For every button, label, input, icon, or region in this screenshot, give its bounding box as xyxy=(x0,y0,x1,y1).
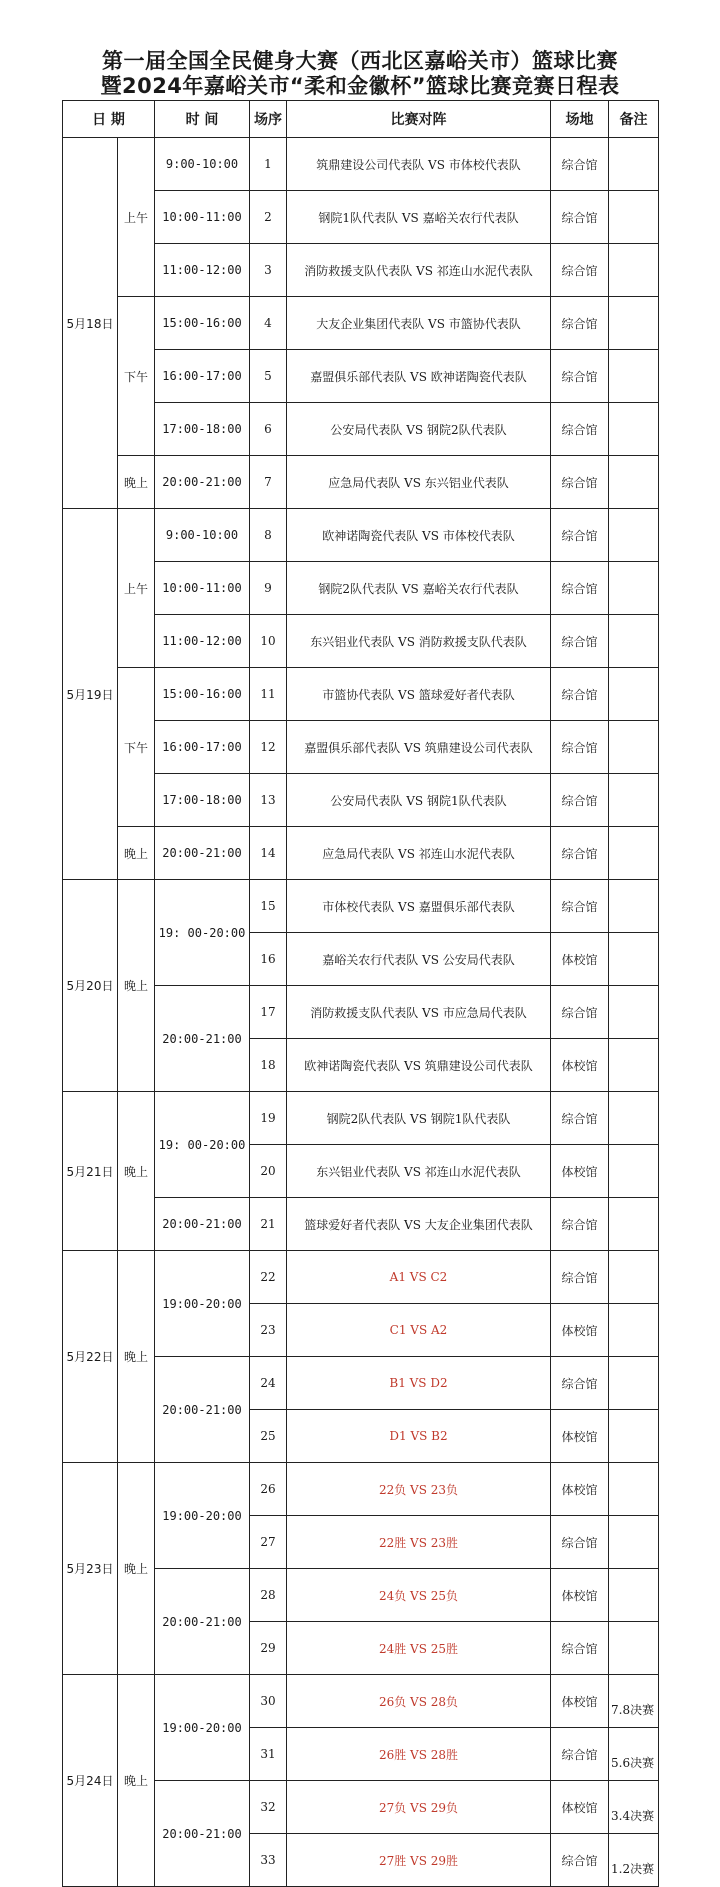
time-cell: 20:00-21:00 xyxy=(155,1781,250,1887)
note-text: 5.6决赛 xyxy=(611,1755,655,1770)
note-cell xyxy=(609,562,659,615)
period-cell: 上午 xyxy=(118,138,155,297)
time-cell: 11:00-12:00 xyxy=(155,244,250,297)
date-cell: 5月24日 xyxy=(63,1675,118,1887)
matchup-cell: 消防救援支队代表队 VS 祁连山水泥代表队 xyxy=(287,244,551,297)
matchup-cell: 市体校代表队 VS 嘉盟俱乐部代表队 xyxy=(287,880,551,933)
table-row xyxy=(63,456,659,509)
matchup-cell: 公安局代表队 VS 钢院1队代表队 xyxy=(287,774,551,827)
note-cell xyxy=(609,1834,659,1887)
time-cell: 9:00-10:00 xyxy=(155,509,250,562)
time-cell: 15:00-16:00 xyxy=(155,668,250,721)
note-cell xyxy=(609,880,659,933)
venue-cell: 综合馆 xyxy=(551,986,609,1039)
matchup-cell: 篮球爱好者代表队 VS 大友企业集团代表队 xyxy=(287,1198,551,1251)
note-cell xyxy=(609,1622,659,1675)
matchup-cell: 消防救援支队代表队 VS 市应急局代表队 xyxy=(287,986,551,1039)
time-cell: 20:00-21:00 xyxy=(155,1198,250,1251)
note-cell xyxy=(609,1092,659,1145)
time-cell: 10:00-11:00 xyxy=(155,191,250,244)
venue-cell: 体校馆 xyxy=(551,933,609,986)
game-number-cell: 11 xyxy=(250,668,287,721)
schedule-title-line-1: 第一届全国全民健身大赛（西北区嘉峪关市）篮球比赛 xyxy=(102,49,618,73)
game-number-cell: 23 xyxy=(250,1304,287,1357)
matchup-cell: B1 VS D2 xyxy=(287,1357,551,1410)
venue-cell: 体校馆 xyxy=(551,1410,609,1463)
table-row xyxy=(63,827,659,880)
period-cell: 晚上 xyxy=(118,1251,155,1463)
time-cell: 20:00-21:00 xyxy=(155,986,250,1092)
game-number-cell: 10 xyxy=(250,615,287,668)
period-cell: 晚上 xyxy=(118,827,155,880)
game-number-cell: 7 xyxy=(250,456,287,509)
time-cell: 19:00-20:00 xyxy=(155,1463,250,1569)
date-cell: 5月22日 xyxy=(63,1251,118,1463)
time-cell: 17:00-18:00 xyxy=(155,774,250,827)
time-cell: 15:00-16:00 xyxy=(155,297,250,350)
game-number-cell: 5 xyxy=(250,350,287,403)
venue-cell: 综合馆 xyxy=(551,1251,609,1304)
period-cell: 晚上 xyxy=(118,456,155,509)
matchup-cell: 欧神诺陶瓷代表队 VS 筑鼎建设公司代表队 xyxy=(287,1039,551,1092)
game-number-cell: 17 xyxy=(250,986,287,1039)
game-number-cell: 31 xyxy=(250,1728,287,1781)
note-cell xyxy=(609,350,659,403)
period-cell: 晚上 xyxy=(118,1675,155,1887)
matchup-cell: C1 VS A2 xyxy=(287,1304,551,1357)
time-cell: 19:00-20:00 xyxy=(155,1251,250,1357)
table-row xyxy=(63,880,659,933)
matchup-cell: A1 VS C2 xyxy=(287,1251,551,1304)
matchup-cell: 嘉盟俱乐部代表队 VS 欧神诺陶瓷代表队 xyxy=(287,350,551,403)
game-number-cell: 6 xyxy=(250,403,287,456)
time-cell: 20:00-21:00 xyxy=(155,1357,250,1463)
time-cell: 20:00-21:00 xyxy=(155,456,250,509)
note-cell xyxy=(609,1569,659,1622)
matchup-cell: 嘉盟俱乐部代表队 VS 筑鼎建设公司代表队 xyxy=(287,721,551,774)
note-text: 1.2决赛 xyxy=(611,1861,655,1876)
matchup-cell: 22负 VS 23负 xyxy=(287,1463,551,1516)
date-cell: 5月18日 xyxy=(63,138,118,509)
note-cell xyxy=(609,1463,659,1516)
venue-cell: 综合馆 xyxy=(551,562,609,615)
table-row xyxy=(63,1463,659,1516)
game-number-cell: 15 xyxy=(250,880,287,933)
note-cell xyxy=(609,1675,659,1728)
game-number-cell: 30 xyxy=(250,1675,287,1728)
game-number-cell: 4 xyxy=(250,297,287,350)
matchup-cell: 欧神诺陶瓷代表队 VS 市体校代表队 xyxy=(287,509,551,562)
note-cell xyxy=(609,986,659,1039)
note-cell xyxy=(609,1145,659,1198)
game-number-cell: 25 xyxy=(250,1410,287,1463)
venue-cell: 综合馆 xyxy=(551,1728,609,1781)
note-cell xyxy=(609,1039,659,1092)
matchup-cell: 钢院1队代表队 VS 嘉峪关农行代表队 xyxy=(287,191,551,244)
venue-cell: 体校馆 xyxy=(551,1569,609,1622)
game-number-cell: 33 xyxy=(250,1834,287,1887)
venue-cell: 综合馆 xyxy=(551,509,609,562)
time-cell: 16:00-17:00 xyxy=(155,721,250,774)
game-number-cell: 3 xyxy=(250,244,287,297)
note-cell xyxy=(609,297,659,350)
venue-cell: 综合馆 xyxy=(551,191,609,244)
period-cell: 晚上 xyxy=(118,1092,155,1251)
date-cell: 5月20日 xyxy=(63,880,118,1092)
venue-cell: 综合馆 xyxy=(551,138,609,191)
note-cell xyxy=(609,191,659,244)
note-cell xyxy=(609,1304,659,1357)
period-cell: 下午 xyxy=(118,668,155,827)
venue-cell: 综合馆 xyxy=(551,1357,609,1410)
matchup-cell: D1 VS B2 xyxy=(287,1410,551,1463)
period-cell: 下午 xyxy=(118,297,155,456)
game-number-cell: 9 xyxy=(250,562,287,615)
matchup-cell: 市篮协代表队 VS 篮球爱好者代表队 xyxy=(287,668,551,721)
table-row xyxy=(63,1251,659,1304)
matchup-cell: 应急局代表队 VS 东兴铝业代表队 xyxy=(287,456,551,509)
date-cell: 5月21日 xyxy=(63,1092,118,1251)
note-cell xyxy=(609,668,659,721)
time-cell: 19: 00-20:00 xyxy=(155,880,250,986)
date-cell: 5月23日 xyxy=(63,1463,118,1675)
venue-cell: 综合馆 xyxy=(551,615,609,668)
venue-cell: 综合馆 xyxy=(551,403,609,456)
game-number-cell: 19 xyxy=(250,1092,287,1145)
note-cell xyxy=(609,1251,659,1304)
header-row xyxy=(63,101,659,138)
venue-cell: 综合馆 xyxy=(551,721,609,774)
venue-cell: 综合馆 xyxy=(551,1516,609,1569)
game-number-cell: 28 xyxy=(250,1569,287,1622)
matchup-cell: 24胜 VS 25胜 xyxy=(287,1622,551,1675)
game-number-cell: 20 xyxy=(250,1145,287,1198)
venue-cell: 体校馆 xyxy=(551,1039,609,1092)
matchup-cell: 大友企业集团代表队 VS 市篮协代表队 xyxy=(287,297,551,350)
matchup-cell: 嘉峪关农行代表队 VS 公安局代表队 xyxy=(287,933,551,986)
matchup-cell: 26胜 VS 28胜 xyxy=(287,1728,551,1781)
table-row xyxy=(63,1675,659,1728)
note-cell xyxy=(609,456,659,509)
venue-cell: 综合馆 xyxy=(551,456,609,509)
note-text: 7.8决赛 xyxy=(611,1702,655,1717)
note-text: 3.4决赛 xyxy=(611,1808,655,1823)
period-cell: 晚上 xyxy=(118,1463,155,1675)
venue-cell: 综合馆 xyxy=(551,1198,609,1251)
schedule-body xyxy=(63,138,659,1887)
period-cell: 上午 xyxy=(118,509,155,668)
header-date: 日 期 xyxy=(63,101,155,138)
game-number-cell: 32 xyxy=(250,1781,287,1834)
venue-cell: 综合馆 xyxy=(551,1092,609,1145)
date-cell: 5月19日 xyxy=(63,509,118,880)
matchup-cell: 东兴铝业代表队 VS 消防救援支队代表队 xyxy=(287,615,551,668)
venue-cell: 综合馆 xyxy=(551,774,609,827)
game-number-cell: 26 xyxy=(250,1463,287,1516)
header-game-no: 场序 xyxy=(250,101,287,138)
note-cell xyxy=(609,827,659,880)
time-cell: 19:00-20:00 xyxy=(155,1675,250,1781)
header-time: 时 间 xyxy=(155,101,250,138)
matchup-cell: 钢院2队代表队 VS 钢院1队代表队 xyxy=(287,1092,551,1145)
time-cell: 10:00-11:00 xyxy=(155,562,250,615)
game-number-cell: 27 xyxy=(250,1516,287,1569)
time-cell: 17:00-18:00 xyxy=(155,403,250,456)
note-cell xyxy=(609,774,659,827)
game-number-cell: 16 xyxy=(250,933,287,986)
matchup-cell: 26负 VS 28负 xyxy=(287,1675,551,1728)
matchup-cell: 钢院2队代表队 VS 嘉峪关农行代表队 xyxy=(287,562,551,615)
venue-cell: 综合馆 xyxy=(551,827,609,880)
matchup-cell: 公安局代表队 VS 钢院2队代表队 xyxy=(287,403,551,456)
matchup-cell: 22胜 VS 23胜 xyxy=(287,1516,551,1569)
table-row xyxy=(63,1092,659,1145)
note-cell xyxy=(609,1516,659,1569)
venue-cell: 体校馆 xyxy=(551,1675,609,1728)
time-cell: 19: 00-20:00 xyxy=(155,1092,250,1198)
game-number-cell: 18 xyxy=(250,1039,287,1092)
venue-cell: 体校馆 xyxy=(551,1781,609,1834)
venue-cell: 综合馆 xyxy=(551,297,609,350)
venue-cell: 体校馆 xyxy=(551,1304,609,1357)
game-number-cell: 2 xyxy=(250,191,287,244)
game-number-cell: 14 xyxy=(250,827,287,880)
time-cell: 9:00-10:00 xyxy=(155,138,250,191)
venue-cell: 体校馆 xyxy=(551,1463,609,1516)
game-number-cell: 21 xyxy=(250,1198,287,1251)
game-number-cell: 8 xyxy=(250,509,287,562)
game-number-cell: 1 xyxy=(250,138,287,191)
game-number-cell: 22 xyxy=(250,1251,287,1304)
time-cell: 16:00-17:00 xyxy=(155,350,250,403)
note-cell xyxy=(609,403,659,456)
header-note: 备注 xyxy=(609,101,659,138)
note-cell xyxy=(609,1781,659,1834)
header-venue: 场地 xyxy=(551,101,609,138)
venue-cell: 综合馆 xyxy=(551,1834,609,1887)
matchup-cell: 东兴铝业代表队 VS 祁连山水泥代表队 xyxy=(287,1145,551,1198)
venue-cell: 综合馆 xyxy=(551,668,609,721)
note-cell xyxy=(609,721,659,774)
matchup-cell: 24负 VS 25负 xyxy=(287,1569,551,1622)
venue-cell: 综合馆 xyxy=(551,1622,609,1675)
game-number-cell: 24 xyxy=(250,1357,287,1410)
note-cell xyxy=(609,244,659,297)
game-number-cell: 13 xyxy=(250,774,287,827)
table-row xyxy=(63,138,659,191)
matchup-cell: 27负 VS 29负 xyxy=(287,1781,551,1834)
note-cell xyxy=(609,509,659,562)
game-number-cell: 12 xyxy=(250,721,287,774)
venue-cell: 综合馆 xyxy=(551,880,609,933)
note-cell xyxy=(609,1410,659,1463)
period-cell: 晚上 xyxy=(118,880,155,1092)
schedule-title-line-2: 暨2024年嘉峪关市“柔和金徽杯”篮球比赛竞赛日程表 xyxy=(100,74,620,98)
note-cell xyxy=(609,1728,659,1781)
matchup-cell: 27胜 VS 29胜 xyxy=(287,1834,551,1887)
venue-cell: 综合馆 xyxy=(551,244,609,297)
header-match: 比赛对阵 xyxy=(287,101,551,138)
table-row xyxy=(63,668,659,721)
schedule-table xyxy=(62,100,659,1887)
game-number-cell: 29 xyxy=(250,1622,287,1675)
matchup-cell: 应急局代表队 VS 祁连山水泥代表队 xyxy=(287,827,551,880)
note-cell xyxy=(609,615,659,668)
matchup-cell: 筑鼎建设公司代表队 VS 市体校代表队 xyxy=(287,138,551,191)
note-cell xyxy=(609,138,659,191)
note-cell xyxy=(609,1198,659,1251)
time-cell: 11:00-12:00 xyxy=(155,615,250,668)
table-row xyxy=(63,509,659,562)
note-cell xyxy=(609,933,659,986)
time-cell: 20:00-21:00 xyxy=(155,1569,250,1675)
time-cell: 20:00-21:00 xyxy=(155,827,250,880)
venue-cell: 综合馆 xyxy=(551,350,609,403)
venue-cell: 体校馆 xyxy=(551,1145,609,1198)
table-row xyxy=(63,297,659,350)
